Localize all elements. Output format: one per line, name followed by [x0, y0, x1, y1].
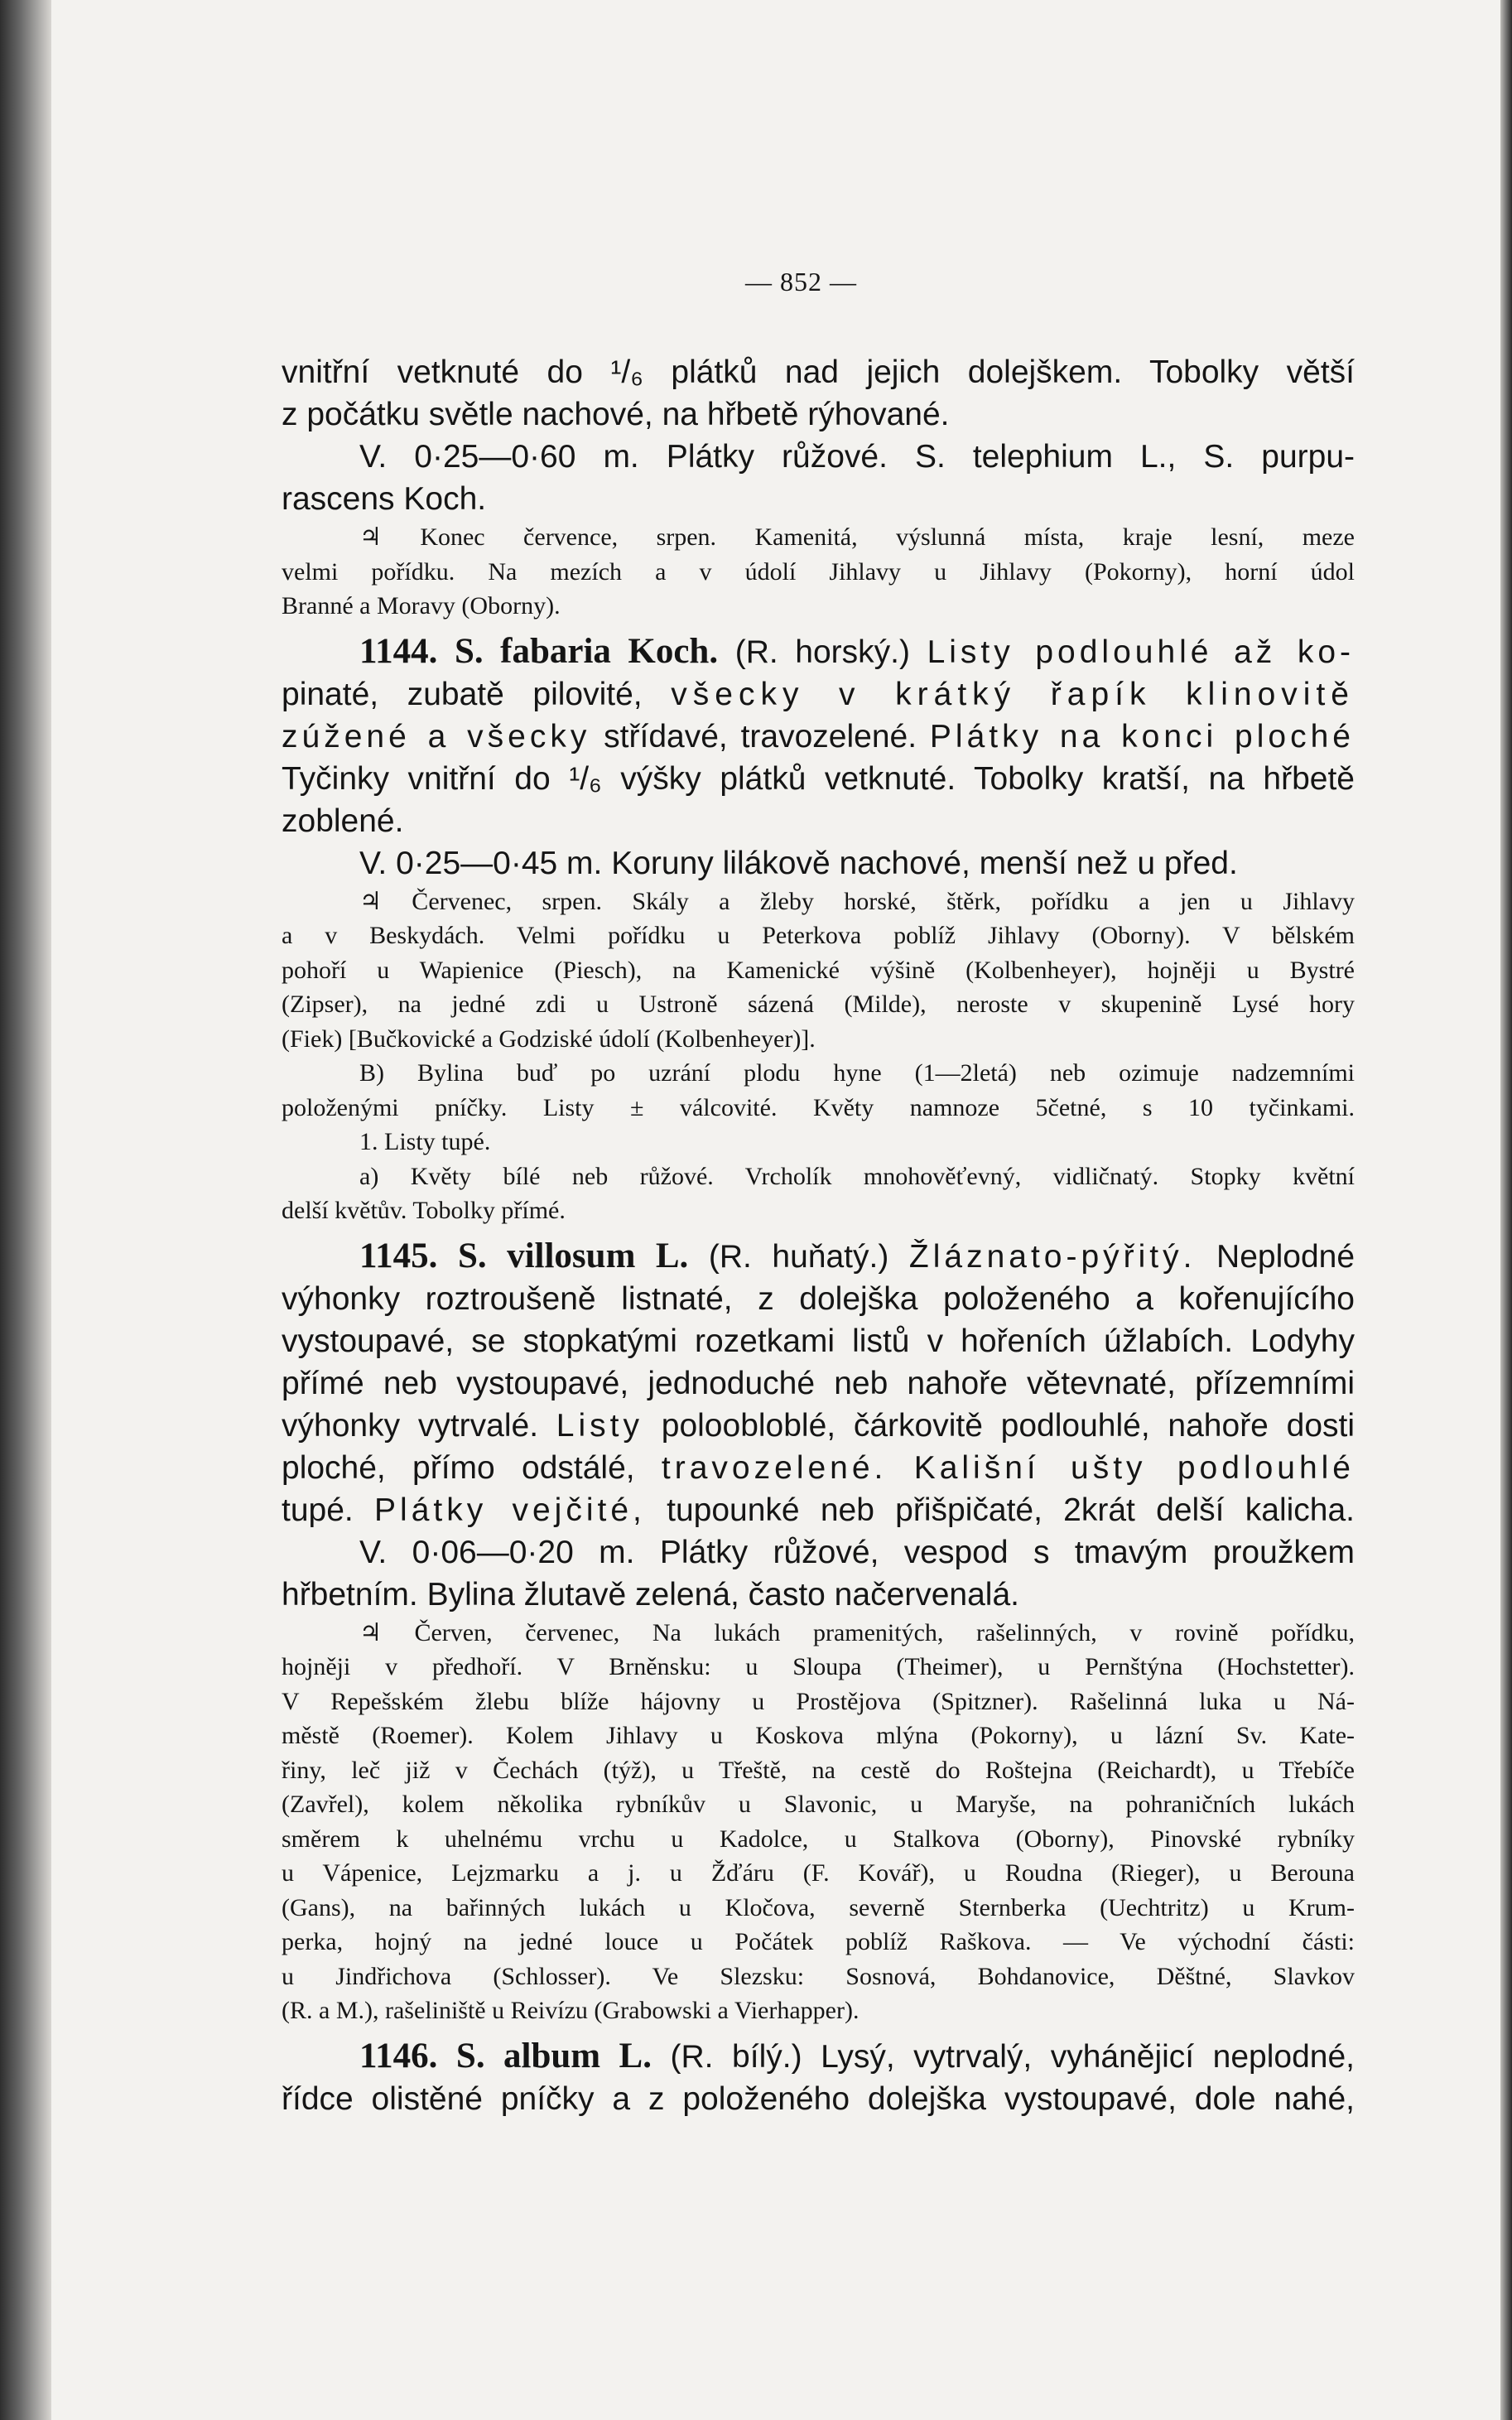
text-line: ♃ Konec července, srpen. Kamenitá, výslunná místa, kraje lesní, meze: [359, 523, 1355, 551]
text-line: Branné a Moravy (Oborny).: [282, 592, 561, 619]
text-span: všecky v krátký řapík klinovitě: [671, 676, 1355, 712]
text-line: a v Beskydách. Velmi pořídku u Peterkova poblíž Jihlavy (Oborny). V bělském: [282, 922, 1355, 949]
text-line: u Jindřichova (Schlosser). Ve Slezsku: Sosnová, Bohdanovice, Děštné, Slavkov: [282, 1962, 1355, 1990]
text-line: V. 0·25—0·60 m. Plátky růžové. S. telephium L., S. purpu-: [359, 439, 1355, 475]
text-line: [282, 716, 1355, 758]
page-right-edge: [1500, 0, 1512, 2420]
text-line: položenými pníčky. Listy ± válcovité. Květy namnoze 5četné, s 10 tyčinkami.: [282, 1093, 1355, 1121]
text-span: ploché, přímo odstálé,: [282, 1449, 635, 1486]
species-name: S. fabaria Koch.: [454, 631, 719, 671]
species-name: S. album L.: [455, 2036, 652, 2075]
text-line: výhonky roztroušeně listnaté, z dolejška položeného a kořenujícího: [282, 1280, 1355, 1317]
text-line: (Fiek) [Bučkovické a Godziské údolí (Kolbenheyer)].: [282, 1024, 816, 1053]
text-line: z počátku světle nachové, na hřbetě rýhované.: [282, 397, 950, 432]
text-line: hojněji v předhoří. V Brněnsku: u Sloupa (Theimer), u Pernštýna (Hochstetter).: [282, 1653, 1355, 1680]
text-line: velmi pořídku. Na mezích a v údolí Jihlavy u Jihlavy (Pokorny), horní údol: [282, 557, 1355, 586]
text-span: Listy: [556, 1407, 643, 1444]
text-line: 1. Listy tupé.: [359, 1128, 491, 1155]
text-line: [282, 1447, 1355, 1489]
text-line: B) Bylina buď po uzrání plodu hyne (1—2letá) neb ozimuje nadzemními: [359, 1059, 1355, 1087]
text-line: (Zipser), na jedné zdi u Ustroně sázená (Milde), neroste v skupenině Lysé hory: [282, 991, 1355, 1018]
text-line: zoblené.: [282, 803, 404, 839]
species-entry-1146: [282, 2035, 1355, 2078]
text-line: rascens Koch.: [282, 481, 487, 517]
text-line: [282, 1489, 1355, 1531]
text-line: hřbetním. Bylina žlutavě zelená, často načervenalá.: [282, 1576, 1020, 1613]
text-span: pinaté, zubatě pilovité,: [282, 676, 643, 712]
text-line: přímé neb vystoupavé, jednoduché neb nahoře větevnaté, přízemními: [282, 1365, 1355, 1401]
text-span: střídavé, travozelené.: [604, 718, 917, 754]
common-name: (R. horský.): [734, 634, 910, 670]
entry-number: 1144.: [359, 631, 438, 671]
text-span: Žláznato-pýřitý.: [908, 1238, 1197, 1275]
text-span: poloobloblé, čárkovitě podlouhlé, nahoře dosti: [661, 1407, 1356, 1444]
common-name: (R. huňatý.): [708, 1238, 889, 1275]
text-span: (R. bílý.) Lysý, vytrvalý, vyhánějicí neplodné,: [670, 2038, 1355, 2075]
text-line: V. 0·25—0·45 m. Koruny lilákově nachové, menší než u před.: [359, 845, 1238, 881]
text-line: řiny, leč již v Čechách (týž), u Třeště, na cestě do Roštejna (Reichardt), u Třebíče: [282, 1756, 1355, 1784]
text-line: [282, 1405, 1355, 1447]
text-span: Plátky vejčité,: [374, 1492, 646, 1528]
text-line: [282, 673, 1355, 716]
text-span: zúžené a všecky: [282, 718, 591, 754]
text-line: ♃ Červen, červenec, Na lukách pramenitých, rašelinných, v rovině pořídku,: [359, 1618, 1355, 1646]
text-line: řídce olistěné pníčky a z položeného dolejška vystoupavé, dole nahé,: [282, 2080, 1355, 2117]
text-line: (Zavřel), kolem několika rybníkův u Slavonic, u Maryše, na pohraničních lukách: [282, 1791, 1355, 1818]
species-entry-1144: [282, 630, 1355, 673]
page-body: [282, 351, 1355, 2120]
entry-number: 1145.: [359, 1236, 438, 1275]
text-span: výhonky vytrvalé.: [282, 1407, 539, 1444]
species-name: S. villosum L.: [457, 1236, 689, 1275]
text-span: travozelené.: [661, 1449, 888, 1486]
text-line: V Repešském žlebu blíže hájovny u Prostějova (Spitzner). Rašelinná luka u Ná-: [282, 1687, 1355, 1715]
species-entry-1145: [282, 1235, 1355, 1278]
text-line: perka, hojný na jedné louce u Počátek poblíž Raškova. — Ve východní části:: [282, 1928, 1355, 1955]
text-line: směrem k uhelnému vrchu u Kadolce, u Stalkova (Oborny), Pinovské rybníky: [282, 1825, 1355, 1853]
text-span: tupounké neb přišpičaté, 2krát delší kalicha.: [667, 1492, 1356, 1528]
text-line: vystoupavé, se stopkatými rozetkami listů v hořeních úžlabích. Lodyhy: [282, 1323, 1355, 1359]
text-span: Kališní ušty podlouhlé: [913, 1449, 1356, 1486]
text-line: Tyčinky vnitřní do ¹/₆ výšky plátků vetknuté. Tobolky kratší, na hřbetě: [282, 760, 1355, 797]
page-number: — 852 —: [745, 267, 857, 296]
text-line: vnitřní vetknuté do ¹/₆ plátků nad jejich dolejškem. Tobolky větší: [282, 354, 1355, 390]
text-span: Neplodné: [1216, 1238, 1356, 1275]
text-line: V. 0·06—0·20 m. Plátky růžové, vespod s tmavým proužkem: [359, 1534, 1355, 1570]
text-span: Plátky na konci ploché: [929, 718, 1355, 754]
text-span: Listy podlouhlé až ko-: [927, 634, 1356, 670]
text-line: ♃ Červenec, srpen. Skály a žleby horské, štěrk, pořídku a jen u Jihlavy: [359, 887, 1355, 915]
text-line: u Vápenice, Lejzmarku a j. u Žďáru (F. Kovář), u Roudna (Rieger), u Berouna: [282, 1859, 1355, 1887]
text-line: městě (Roemer). Kolem Jihlavy u Koskova mlýna (Pokorny), u lázní Sv. Kate-: [282, 1722, 1355, 1749]
text-line: (R. a M.), rašeliniště u Reivízu (Grabowski a Vierhapper).: [282, 1997, 860, 2024]
text-span: tupé.: [282, 1492, 354, 1528]
page-left-edge: [0, 0, 51, 2420]
text-line: a) Květy bílé neb růžové. Vrcholík mnohověťevný, vidličnatý. Stopky květní: [359, 1162, 1355, 1190]
text-line: delší květův. Tobolky přímé.: [282, 1197, 566, 1224]
text-line: (Gans), na bařinných lukách u Kločova, severně Sternberka (Uechtritz) u Krum-: [282, 1893, 1355, 1921]
entry-number: 1146.: [359, 2036, 438, 2075]
text-line: pohoří u Wapienice (Piesch), na Kamenické výšině (Kolbenheyer), hojněji u Bystré: [282, 956, 1355, 984]
